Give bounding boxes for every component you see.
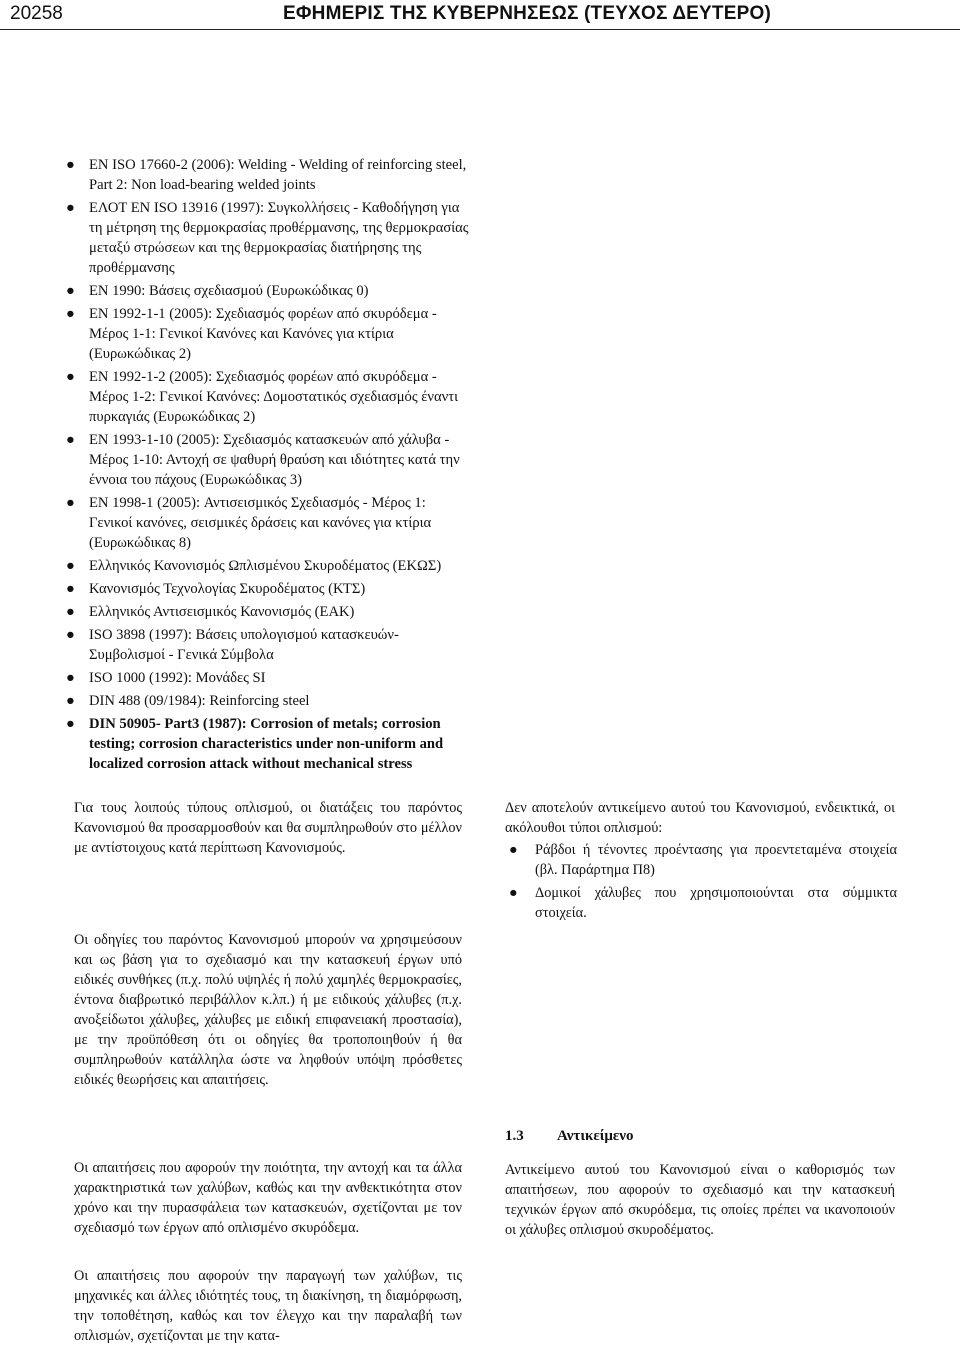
list-item-text: Κανονισμός Τεχνολογίας Σκυροδέματος (ΚΤΣ) <box>89 581 366 597</box>
list-item <box>62 493 472 553</box>
paragraph-excluded-intro: Δεν αποτελούν αντικείμενο αυτού του Κανονισμού, ενδεικτικά, οι ακόλουθοι τύποι οπλισμού: <box>505 800 895 836</box>
list-item <box>62 668 472 688</box>
list-item <box>62 367 472 427</box>
list-item-text: DIN 488 (09/1984): Reinforcing steel <box>89 693 310 709</box>
paragraph-scope: Αντικείμενο αυτού του Κανονισμού είναι ο καθορισμός των απαιτήσεων, που αφορούν το σχεδιασμό και την κατασκευή τεχνικών έργων από σκυρόδεμα, τις οποίες πρέπει να ικανοποιούν οι χάλυβες οπλισμού σκυροδέματος. <box>505 1162 895 1238</box>
list-item-text: ISO 1000 (1992): Μονάδες SI <box>89 670 266 686</box>
list-item-text: EN 1990: Βάσεις σχεδιασμού (Ευρωκώδικας 0) <box>89 283 369 299</box>
gazette-title: ΕΦΗΜΕΡΙΣ ΤΗΣ ΚΥΒΕΡΝΗΣΕΩΣ (ΤΕΥΧΟΣ ΔΕΥΤΕΡΟ) <box>283 3 771 24</box>
list-item-text: EN 1992-1-2 (2005): Σχεδιασμός φορέων από σκυρόδεμα - Μέρος 1-2: Γενικοί Κανόνες: Δομοστατικός σχεδιασμός έναντι πυρκαγιάς (Ευρωκώδικας 2) <box>89 369 459 425</box>
bullet-icon: ● <box>66 200 75 216</box>
list-item <box>62 625 472 665</box>
list-item <box>62 430 472 490</box>
bullet-icon: ● <box>66 581 75 597</box>
list-item <box>62 304 472 364</box>
bullet-icon: ● <box>66 157 75 173</box>
list-item-text: EN 1998-1 (2005): Αντισεισμικός Σχεδιασμός - Μέρος 1: Γενικοί κανόνες, σεισμικές δράσεις και κανόνες για κτίρια (Ευρωκώδικας 8) <box>89 495 432 551</box>
header-divider <box>0 29 960 30</box>
list-item-text: Ελληνικός Κανονισμός Ωπλισμένου Σκυροδέματος (ΕΚΩΣ) <box>89 558 442 574</box>
excluded-types-list <box>505 840 897 926</box>
list-item <box>505 840 897 880</box>
bullet-icon: ● <box>66 627 75 643</box>
bullet-icon: ● <box>66 495 75 511</box>
bullet-icon: ● <box>509 885 518 901</box>
bullet-icon: ● <box>66 693 75 709</box>
list-item-text: Ράβδοι ή τένοντες προέντασης για προεντεταμένα στοιχεία (βλ. Παράρτημα Π8) <box>535 842 897 878</box>
list-item-text: ΕΛΟΤ EN ISO 13916 (1997): Συγκολλήσεις - Καθοδήγηση για τη μέτρηση της θερμοκρασίας προθέρμανσης, της θερμοκρασίας μεταξύ στρώσεων και της θερμοκρασίας διατήρησης της προθέρμανσης <box>89 200 469 276</box>
bullet-icon: ● <box>66 716 75 732</box>
list-item-text: ISO 3898 (1997): Βάσεις υπολογισμού κατασκευών-Συμβολισμοί - Γενικά Σύμβολα <box>89 627 399 663</box>
section-heading <box>505 1128 634 1145</box>
paragraph-special-conditions: Οι οδηγίες του παρόντος Κανονισμού μπορούν να χρησιμεύσουν και ως βάση για το σχεδιασμό και την κατασκευή έργων υπό ειδικές συνθήκες (π.χ. πολύ υψηλές ή πολύ χαμηλές θερμοκρασίες, έντονα διαβρωτικό περιβάλλον κ.λπ.) ή με ειδικούς χάλυβες (π.χ. ανοξείδωτοι χάλυβες, χάλυβες με ειδική επιφανειακή προστασία), με την προϋπόθεση ότι οι οδηγίες θα τροποποιηθούν ή θα συμπληρωθούν κατάλληλα ώστε να ληφθούν υπόψη πρόσθετες ειδικές θεωρήσεις και απαιτήσεις. <box>74 932 462 1088</box>
bullet-icon: ● <box>66 670 75 686</box>
section-title: Αντικείμενο <box>557 1128 634 1144</box>
bullet-icon: ● <box>66 283 75 299</box>
bullet-icon: ● <box>66 306 75 322</box>
paragraph-production-requirements: Οι απαιτήσεις που αφορούν την παραγωγή των χαλύβων, τις μηχανικές και άλλες ιδιότητές τους, τη διακίνηση, τη διαμόρφωση, την τοποθέτηση, καθώς και τον έλεγχο και την παραλαβή των οπλισμών, σχετίζονται με την κατα- <box>74 1268 462 1344</box>
list-item-text: EN 1993-1-10 (2005): Σχεδιασμός κατασκευών από χάλυβα - Μέρος 1-10: Αντοχή σε ψαθυρή θραύση και ιδιότητες κατά την έννοια του πάχους (Ευρωκώδικας 3) <box>89 432 460 488</box>
list-item <box>62 281 472 301</box>
list-item <box>505 883 897 923</box>
list-item-text: Ελληνικός Αντισεισμικός Κανονισμός (ΕΑΚ) <box>89 604 355 620</box>
paragraph-other-reinforcement: Για τους λοιπούς τύπους οπλισμού, οι διατάξεις του παρόντος Κανονισμού θα προσαρμοσθούν και θα συμπληρωθούν στο μέλλον με αντίστοιχους κατά περίπτωση Κανονισμούς. <box>74 800 462 856</box>
list-item <box>62 155 472 195</box>
list-item <box>62 198 472 278</box>
bullet-icon: ● <box>66 432 75 448</box>
list-item <box>62 714 472 774</box>
list-item <box>62 602 472 622</box>
list-item <box>62 579 472 599</box>
list-item-text: EN ISO 17660-2 (2006): Welding - Welding of reinforcing steel, Part 2: Non load-bearing welded joints <box>89 157 467 193</box>
bullet-icon: ● <box>66 558 75 574</box>
bullet-icon: ● <box>66 604 75 620</box>
list-item-text: EN 1992-1-1 (2005): Σχεδιασμός φορέων από σκυρόδεμα - Μέρος 1-1: Γενικοί Κανόνες και Κανόνες για κτίρια (Ευρωκώδικας 2) <box>89 306 437 362</box>
list-item <box>62 691 472 711</box>
section-number: 1.3 <box>505 1128 524 1144</box>
list-item-text: Δομικοί χάλυβες που χρησιμοποιούνται στα σύμμικτα στοιχεία. <box>535 885 897 921</box>
list-item <box>62 556 472 576</box>
bullet-icon: ● <box>66 369 75 385</box>
list-item-text: DIN 50905- Part3 (1987): Corrosion of metals; corrosion testing; corrosion characteristics under non-uniform and localized corrosion attack without mechanical stress <box>89 716 444 772</box>
paragraph-quality-requirements: Οι απαιτήσεις που αφορούν την ποιότητα, την αντοχή και τα άλλα χαρακτηριστικά των χαλύβων, καθώς και την ανθεκτικότητα στον χρόνο και την πυρασφάλεια των κατασκευών, σχετίζονται με τον σχεδιασμό των έργων από οπλισμένο σκυρόδεμα. <box>74 1160 462 1236</box>
page-number: 20258 <box>10 3 63 24</box>
bullet-icon: ● <box>509 842 518 858</box>
standards-list <box>62 155 472 777</box>
page-header <box>0 0 960 32</box>
